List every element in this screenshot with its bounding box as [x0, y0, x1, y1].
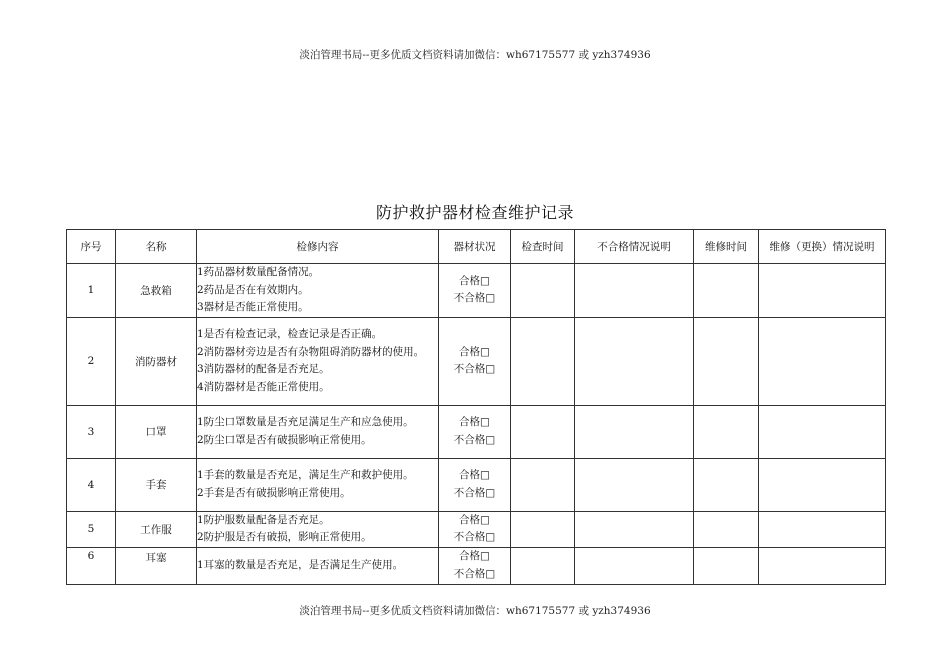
inspection-content — [197, 317, 439, 405]
row-number: 6 — [67, 547, 116, 584]
content-line: 1防护服数量配备是否充足。 — [197, 513, 330, 526]
table-row — [67, 547, 886, 584]
row-number: 4 — [67, 458, 116, 511]
col-header-repair-note: 维修（更换）情况说明 — [759, 230, 886, 264]
col-header-name: 名称 — [116, 230, 197, 264]
fail-checkbox[interactable]: 不合格□ — [453, 486, 496, 499]
nonconformity-cell[interactable] — [575, 511, 694, 547]
repair-time-cell[interactable] — [694, 458, 759, 511]
fail-checkbox[interactable]: 不合格□ — [453, 292, 496, 305]
nonconformity-cell[interactable] — [575, 458, 694, 511]
content-line: 1是否有检查记录，检查记录是否正确。 — [197, 328, 383, 340]
status-cell — [439, 317, 511, 405]
table-row — [67, 317, 886, 405]
status-cell — [439, 405, 511, 458]
status-cell — [439, 264, 511, 318]
item-name: 口罩 — [116, 405, 197, 458]
col-header-no: 序号 — [67, 230, 116, 264]
status-cell — [439, 547, 511, 584]
status-cell — [439, 458, 511, 511]
fail-checkbox[interactable]: 不合格□ — [453, 363, 496, 375]
repair-note-cell[interactable] — [759, 405, 886, 458]
fail-checkbox[interactable]: 不合格□ — [453, 531, 496, 543]
row-number: 5 — [67, 511, 116, 547]
content-line: 1防尘口罩数量是否充足满足生产和应急使用。 — [197, 416, 414, 428]
repair-time-cell[interactable] — [694, 511, 759, 547]
item-name: 急救箱 — [116, 264, 197, 318]
content-line: 2手套是否有破损影响正常使用。 — [197, 486, 351, 499]
pass-checkbox[interactable]: 合格□ — [459, 274, 490, 287]
inspection-content — [197, 405, 439, 458]
content-line: 2消防器材旁边是否有杂物阻碍消防器材的使用。 — [197, 345, 425, 358]
repair-time-cell[interactable] — [694, 264, 759, 318]
item-name: 消防器材 — [116, 317, 197, 405]
table-header-row — [67, 230, 886, 264]
check-time-cell[interactable] — [511, 264, 575, 318]
repair-time-cell[interactable] — [694, 405, 759, 458]
status-cell — [439, 511, 511, 547]
item-name: 手套 — [116, 458, 197, 511]
item-name: 工作服 — [116, 511, 197, 547]
content-line: 3器材是否能正常使用。 — [197, 301, 309, 313]
check-time-cell[interactable] — [511, 547, 575, 584]
repair-note-cell[interactable] — [759, 458, 886, 511]
content-line: 2药品是否在有效期内。 — [197, 283, 309, 296]
pass-checkbox[interactable]: 合格□ — [459, 345, 490, 358]
fail-checkbox[interactable]: 不合格□ — [453, 433, 496, 446]
inspection-content — [197, 458, 439, 511]
content-line: 2防护服是否有破损，影响正常使用。 — [197, 531, 372, 543]
content-line: 2防尘口罩是否有破损影响正常使用。 — [197, 433, 372, 446]
table-row — [67, 264, 886, 318]
table-row — [67, 511, 886, 547]
content-line: 3消防器材的配备是否充足。 — [197, 363, 330, 375]
check-time-cell[interactable] — [511, 317, 575, 405]
pass-checkbox[interactable]: 合格□ — [459, 513, 490, 526]
col-header-repair-time: 维修时间 — [694, 230, 759, 264]
content-line: 1耳塞的数量是否充足，是否满足生产使用。 — [197, 558, 404, 571]
page-footer: 淡泊管理书局--更多优质文档资料请加微信：wh67175577 或 yzh374936 — [299, 605, 651, 617]
col-header-status: 器材状况 — [439, 230, 511, 264]
nonconformity-cell[interactable] — [575, 547, 694, 584]
document-title: 防护救护器材检查维护记录 — [375, 203, 574, 222]
row-number: 2 — [67, 317, 116, 405]
repair-time-cell[interactable] — [694, 317, 759, 405]
inspection-record-table — [66, 229, 886, 585]
check-time-cell[interactable] — [511, 405, 575, 458]
check-time-cell[interactable] — [511, 511, 575, 547]
col-header-check-time: 检查时间 — [511, 230, 575, 264]
repair-time-cell[interactable] — [694, 547, 759, 584]
repair-note-cell[interactable] — [759, 511, 886, 547]
fail-checkbox[interactable]: 不合格□ — [453, 567, 496, 580]
pass-checkbox[interactable]: 合格□ — [459, 469, 490, 481]
repair-note-cell[interactable] — [759, 264, 886, 318]
row-number: 3 — [67, 405, 116, 458]
check-time-cell[interactable] — [511, 458, 575, 511]
table-row — [67, 405, 886, 458]
content-line: 1药品器材数量配备情况。 — [197, 266, 320, 278]
nonconformity-cell[interactable] — [575, 317, 694, 405]
repair-note-cell[interactable] — [759, 547, 886, 584]
inspection-content — [197, 547, 439, 584]
content-line: 4消防器材是否能正常使用。 — [197, 380, 330, 393]
col-header-content: 检修内容 — [197, 230, 439, 264]
col-header-nonconformity: 不合格情况说明 — [575, 230, 694, 264]
page-header: 淡泊管理书局--更多优质文档资料请加微信：wh67175577 或 yzh374936 — [299, 49, 651, 61]
pass-checkbox[interactable]: 合格□ — [459, 416, 490, 428]
pass-checkbox[interactable]: 合格□ — [459, 550, 490, 562]
row-number: 1 — [67, 264, 116, 318]
content-line: 1手套的数量是否充足，满足生产和救护使用。 — [197, 469, 414, 481]
inspection-content — [197, 511, 439, 547]
inspection-content — [197, 264, 439, 318]
item-name: 耳塞 — [116, 547, 197, 584]
repair-note-cell[interactable] — [759, 317, 886, 405]
table-row — [67, 458, 886, 511]
nonconformity-cell[interactable] — [575, 264, 694, 318]
nonconformity-cell[interactable] — [575, 405, 694, 458]
